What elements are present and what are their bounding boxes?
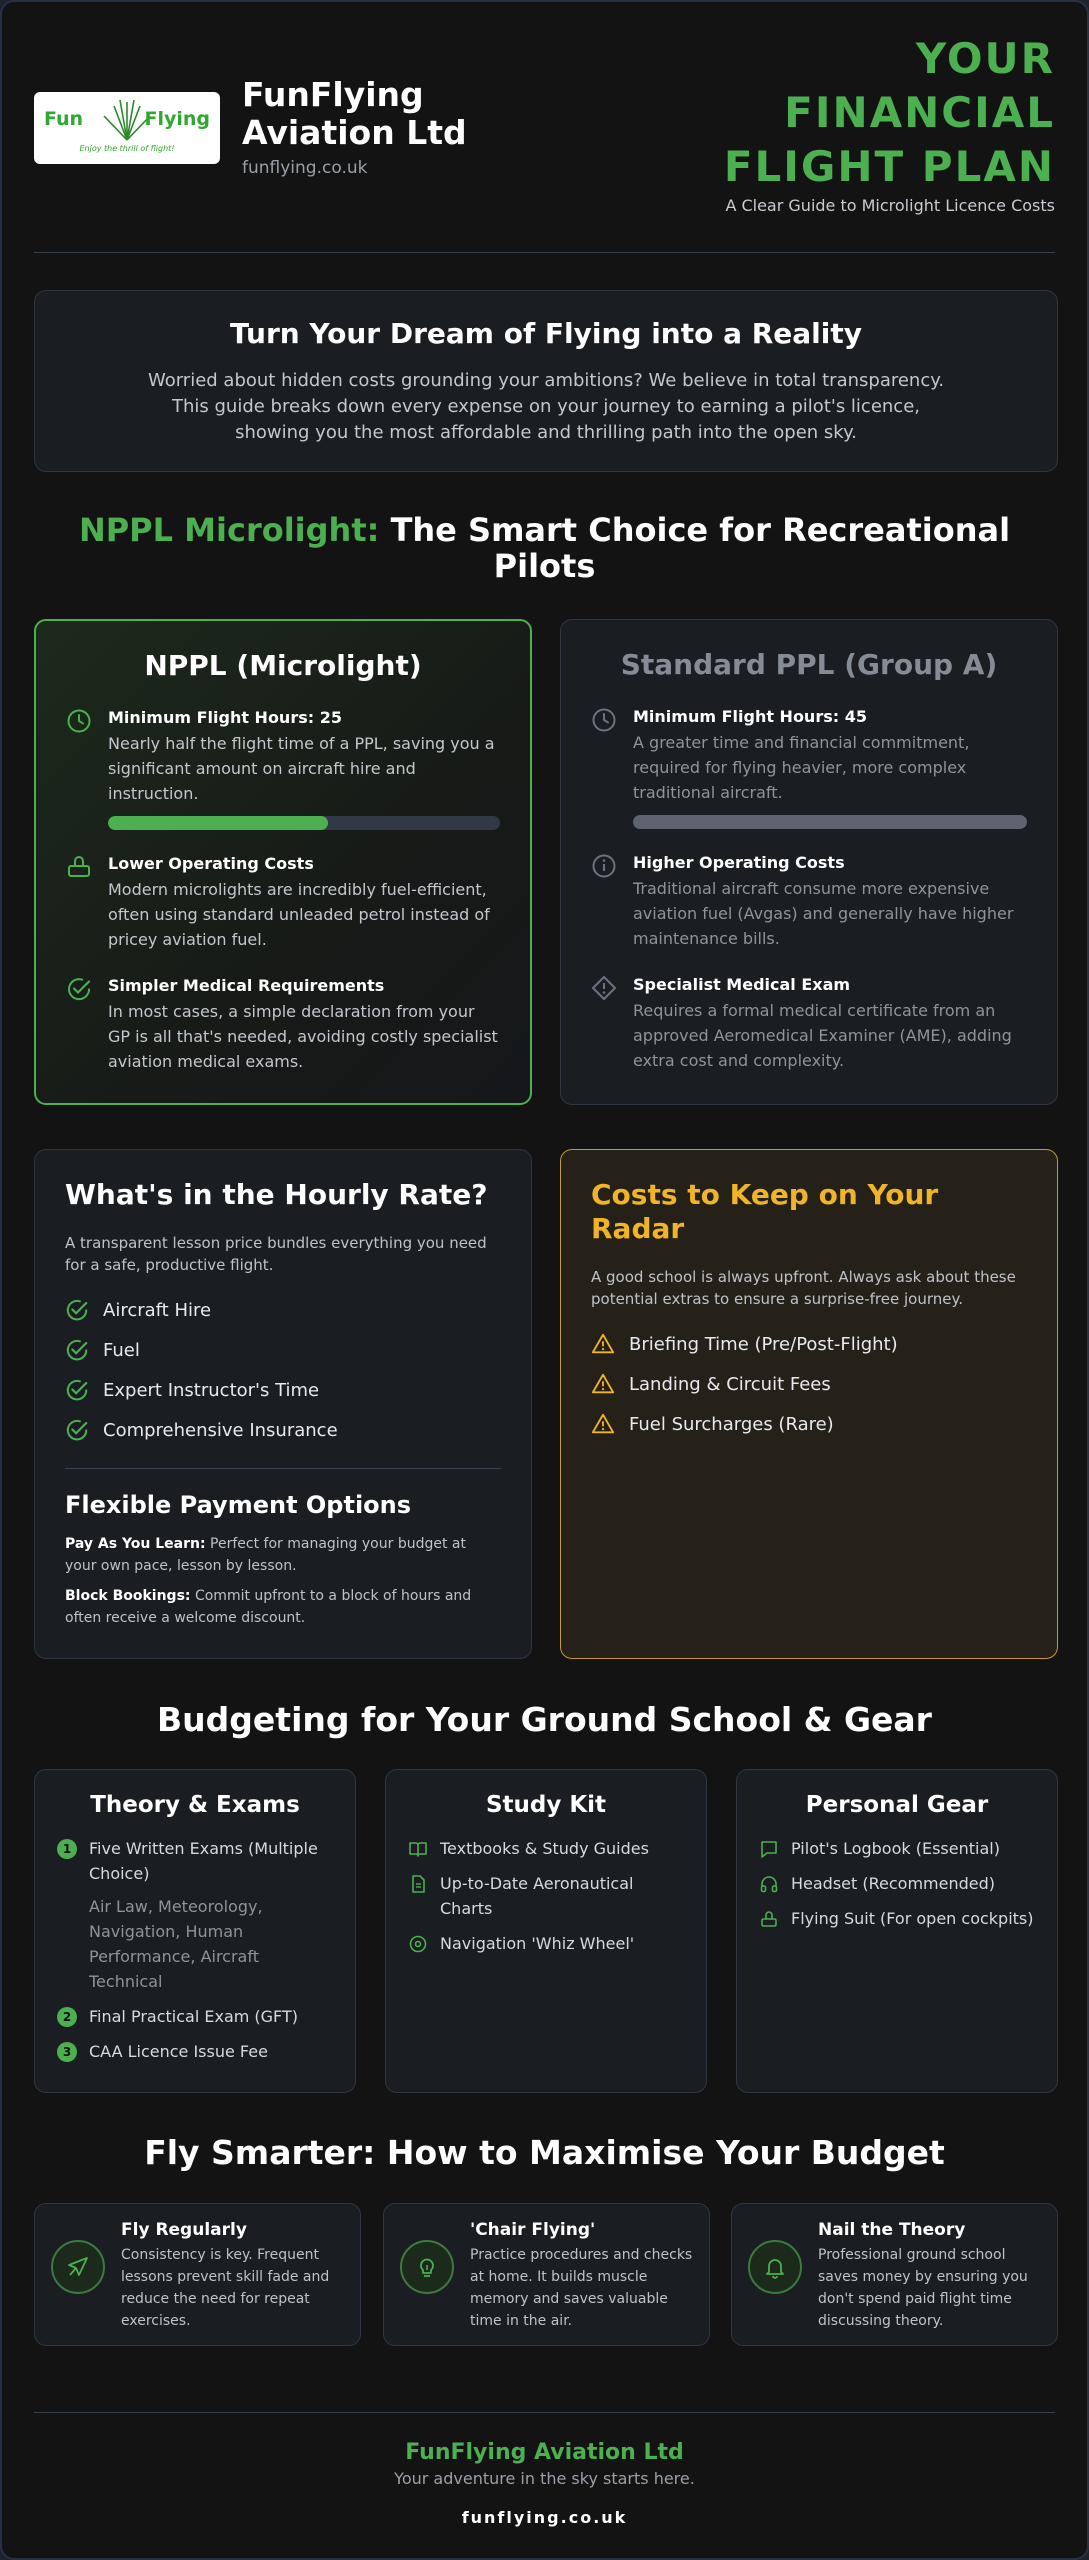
- footer-url[interactable]: funflying.co.uk: [461, 2508, 628, 2527]
- feature-desc: In most cases, a simple declaration from your GP is all that's needed, avoiding costly specialist aviation medical exams.: [108, 1002, 498, 1071]
- nppl-feature-costs: [66, 854, 500, 952]
- feature-desc: Nearly half the flight time of a PPL, saving you a significant amount on aircraft hire and instruction.: [108, 734, 495, 803]
- check-circle-icon: [65, 1418, 89, 1442]
- hours-progress-fill: [108, 816, 328, 830]
- exam-subjects: Air Law, Meteorology, Navigation, Human Performance, Aircraft Technical: [89, 1897, 263, 1991]
- tip-title: 'Chair Flying': [470, 2220, 596, 2240]
- ground-school-title: Budgeting for Your Ground School & Gear: [157, 1700, 932, 1739]
- intro-title: Turn Your Dream of Flying into a Reality: [229, 317, 863, 350]
- divider: [65, 1468, 501, 1469]
- study-kit-title: Study Kit: [485, 1792, 607, 1818]
- list-item: [65, 1330, 501, 1370]
- footer-slogan: Your adventure in the sky starts here.: [394, 2469, 695, 2488]
- ppl-feature-medical: [591, 975, 1027, 1073]
- company-logo: [34, 92, 220, 164]
- open-book-icon: [408, 1839, 428, 1859]
- feature-title: Higher Operating Costs: [633, 853, 845, 872]
- payment-option-label: Pay As You Learn:: [65, 1536, 206, 1552]
- feature-title: Minimum Flight Hours: 25: [108, 708, 342, 727]
- feature-title: Lower Operating Costs: [108, 854, 314, 873]
- list-item: [57, 1836, 333, 1886]
- nppl-feature-medical: [66, 976, 500, 1074]
- info-icon: [591, 853, 617, 879]
- intro-card: [34, 290, 1058, 472]
- logbook-icon: [759, 1839, 779, 1859]
- payment-option: [65, 1585, 501, 1629]
- list-item: [57, 2004, 333, 2029]
- list-item-label: Briefing Time (Pre/Post-Flight): [629, 1333, 898, 1355]
- warning-icon: [591, 1372, 615, 1396]
- feature-desc: A greater time and financial commitment, required for flying heavier, more complex traditional aircraft.: [633, 733, 970, 802]
- tip-desc: Consistency is key. Frequent lessons prevent skill fade and reduce the need for repeat exercises.: [121, 2247, 330, 2329]
- tip-icon-badge: [51, 2240, 105, 2294]
- hourly-rate-blurb: A transparent lesson price bundles everything you need for a safe, productive flight.: [65, 1234, 487, 1274]
- list-item: [408, 1836, 684, 1861]
- list-item-label: Comprehensive Insurance: [103, 1419, 338, 1441]
- list-item: [591, 1364, 1027, 1404]
- tips-title: Fly Smarter: How to Maximise Your Budget: [144, 2133, 945, 2172]
- check-circle-icon: [65, 1298, 89, 1322]
- check-circle-icon: [65, 1378, 89, 1402]
- flying-suit-icon: [759, 1909, 779, 1929]
- tip-desc: Professional ground school saves money by ensuring you don't spend paid flight time discussing theory.: [818, 2247, 1028, 2329]
- feature-title: Simpler Medical Requirements: [108, 976, 385, 995]
- hours-progress-bar: [108, 816, 500, 830]
- list-item-label: Headset (Recommended): [791, 1874, 995, 1893]
- footer-company-name: FunFlying Aviation Ltd: [405, 2440, 684, 2465]
- nppl-title: NPPL (Microlight): [144, 649, 422, 682]
- plan-subtitle: A Clear Guide to Microlight Licence Costs: [725, 196, 1055, 215]
- plan-title: [655, 32, 1055, 194]
- intro-body: Worried about hidden costs grounding your ambitions? We believe in total transparency. This guide breaks down every expense on your journey to earning a pilot's licence, showing you the most affordable and thrilling path into the open sky.: [147, 370, 945, 443]
- list-item: [57, 2039, 333, 2064]
- tip-title: Fly Regularly: [121, 2220, 247, 2240]
- list-item-label: Aircraft Hire: [103, 1299, 212, 1321]
- feature-title: Specialist Medical Exam: [633, 975, 851, 994]
- radar-blurb: A good school is always upfront. Always ask about these potential extras to ensure a surprise-free journey.: [591, 1268, 1016, 1308]
- step-number-3: 3: [57, 2042, 77, 2062]
- list-item-label: Landing & Circuit Fees: [629, 1373, 831, 1395]
- list-item: [591, 1404, 1027, 1444]
- theory-title: Theory & Exams: [90, 1792, 300, 1818]
- personal-gear-card: [736, 1769, 1058, 2093]
- plan-title-line-2: FINANCIAL: [784, 88, 1055, 137]
- list-item-label: Pilot's Logbook (Essential): [791, 1839, 1000, 1858]
- company-url[interactable]: funflying.co.uk: [242, 158, 368, 178]
- list-item-label: Textbooks & Study Guides: [440, 1839, 649, 1858]
- tip-card: [383, 2203, 710, 2346]
- diamond-alert-icon: [591, 975, 617, 1001]
- list-item: [408, 1871, 684, 1921]
- list-item-label: Fuel Surcharges (Rare): [629, 1413, 834, 1435]
- comparison-title-highlight: NPPL Microlight:: [78, 511, 380, 549]
- tip-card: [731, 2203, 1058, 2346]
- document-icon: [408, 1874, 428, 1894]
- radar-card: [560, 1149, 1058, 1659]
- clock-icon: [66, 708, 92, 734]
- logo-word-fun: Fun: [44, 108, 84, 130]
- bell-icon: [763, 2255, 787, 2279]
- list-item: [65, 1290, 501, 1330]
- personal-gear-title: Personal Gear: [805, 1792, 989, 1818]
- payment-options-title: Flexible Payment Options: [65, 1491, 412, 1519]
- ppl-feature-hours: [591, 707, 1027, 829]
- list-item-label: Five Written Exams (Multiple Choice): [89, 1839, 318, 1883]
- header-divider: [34, 252, 1055, 253]
- payment-option-text: Commit upfront to a block of hours and often receive a welcome discount.: [65, 1588, 472, 1626]
- study-kit-card: [385, 1769, 707, 2093]
- hourly-rate-title: What's in the Hourly Rate?: [65, 1178, 488, 1211]
- warning-icon: [591, 1332, 615, 1356]
- tip-card: [34, 2203, 361, 2346]
- hours-progress-fill: [633, 815, 1027, 829]
- logo-word-flying: Flying: [144, 108, 210, 130]
- step-number-1: 1: [57, 1839, 77, 1859]
- headset-icon: [759, 1874, 779, 1894]
- check-circle-icon: [65, 1338, 89, 1362]
- list-item-label: Navigation 'Whiz Wheel': [440, 1934, 635, 1953]
- list-item-label: Up-to-Date Aeronautical Charts: [440, 1874, 634, 1918]
- list-item: [408, 1931, 684, 1956]
- comparison-title: [34, 512, 1055, 584]
- plan-heading: [655, 32, 1055, 215]
- list-item-label: Final Practical Exam (GFT): [89, 2007, 298, 2026]
- radar-title: Costs to Keep on Your Radar: [591, 1178, 939, 1245]
- warning-icon: [591, 1412, 615, 1436]
- plan-title-line-1: YOUR: [915, 34, 1055, 83]
- header: [34, 32, 1055, 252]
- hourly-rate-card: [34, 1149, 532, 1659]
- payment-option-label: Block Bookings:: [65, 1588, 191, 1604]
- company-block: [242, 76, 582, 178]
- payment-option-text: Perfect for managing your budget at your own pace, lesson by lesson.: [65, 1536, 466, 1574]
- feature-desc: Traditional aircraft consume more expensive aviation fuel (Avgas) and generally have higher maintenance bills.: [633, 879, 1014, 948]
- logo-tagline: Enjoy the thrill of flight!: [79, 144, 175, 153]
- list-item-label: Fuel: [103, 1339, 140, 1361]
- clock-icon: [591, 707, 617, 733]
- payment-option: [65, 1533, 501, 1577]
- check-circle-icon: [66, 976, 92, 1002]
- list-item: [65, 1370, 501, 1410]
- feature-desc: Requires a formal medical certificate from an approved Aeromedical Examiner (AME), adding extra cost and complexity.: [633, 1001, 1012, 1070]
- ppl-feature-costs: [591, 853, 1027, 951]
- footer-divider: [34, 2412, 1055, 2413]
- company-name: FunFlying Aviation Ltd: [242, 75, 467, 152]
- list-item-label: CAA Licence Issue Fee: [89, 2042, 268, 2061]
- lightbulb-icon: [415, 2255, 439, 2279]
- ppl-title: Standard PPL (Group A): [620, 648, 998, 681]
- plan-title-line-3: FLIGHT PLAN: [723, 142, 1055, 191]
- tip-icon-badge: [748, 2240, 802, 2294]
- piggy-bank-icon: [66, 854, 92, 880]
- list-item: [591, 1324, 1027, 1364]
- compass-icon: [408, 1934, 428, 1954]
- nppl-card: [34, 619, 532, 1105]
- list-item: [759, 1836, 1035, 1861]
- tip-desc: Practice procedures and checks at home. It builds muscle memory and saves valuable time in the air.: [470, 2247, 693, 2329]
- footer: [34, 2440, 1055, 2527]
- hours-progress-bar: [633, 815, 1027, 829]
- list-item: [65, 1410, 501, 1450]
- comparison-title-rest: The Smart Choice for Recreational Pilots: [379, 511, 1011, 585]
- tip-icon-badge: [400, 2240, 454, 2294]
- list-item: [759, 1906, 1035, 1931]
- theory-card: [34, 1769, 356, 2093]
- tip-title: Nail the Theory: [818, 2220, 966, 2240]
- feature-title: Minimum Flight Hours: 45: [633, 707, 867, 726]
- list-item-label: Expert Instructor's Time: [103, 1379, 320, 1401]
- ppl-card: [560, 619, 1058, 1105]
- list-item-label: Flying Suit (For open cockpits): [791, 1909, 1034, 1928]
- step-number-2: 2: [57, 2007, 77, 2027]
- plane-icon: [66, 2255, 90, 2279]
- list-item: [759, 1871, 1035, 1896]
- nppl-feature-hours: [66, 708, 500, 830]
- feature-desc: Modern microlights are incredibly fuel-efficient, often using standard unleaded petrol instead of pricey aviation fuel.: [108, 880, 490, 949]
